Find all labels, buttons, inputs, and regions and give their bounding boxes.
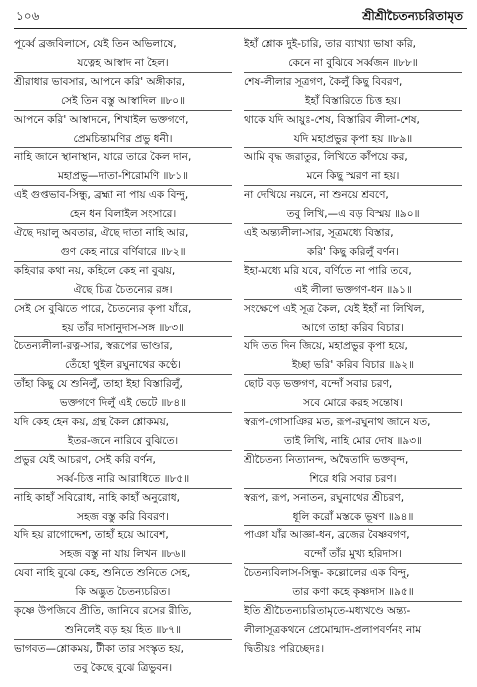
- verse-line: স্বরূপ, রূপ, সনাতন, রঘুনাথের শ্রীচরণ,: [244, 491, 405, 504]
- verse-line: তার কণা কহে কৃষ্ণদাস ॥৯৫॥: [292, 586, 414, 599]
- page-number: ১০৬: [16, 9, 40, 23]
- verse-line: তেঁহো থুইল রঘুনাথের কণ্ঠে।: [65, 359, 181, 372]
- verse-line: ভক্তগণে দিলুঁ এই ভেটে ॥৮৪॥: [59, 397, 187, 410]
- left-column: [14, 35, 232, 680]
- verse-line: করি' কিছু করিলুঁ বর্ণন।: [307, 245, 399, 258]
- verse-line: তাই লিখি, নাহি মোর দোষ ॥৯৩॥: [283, 434, 422, 447]
- verse-line: ঐছে দয়ালু অবতার, ঐছে দাতা নাহি আর,: [14, 227, 189, 239]
- verse-line: শুনিলেই বড় হয় হিত ॥৮৭॥: [64, 623, 182, 636]
- verse-line: তবু কৈছে বুঝে ত্রিভুবন।: [73, 661, 173, 674]
- verse-line: চৈতন্যলীলা-রত্ন-সার, স্বরূপের ভাণ্ডার,: [14, 340, 173, 353]
- verse-line: এই লীলা ভক্তগণ-ধন ॥৯১॥: [294, 283, 412, 296]
- verse-line: শিরে ধরি সবার চরণ।: [309, 472, 397, 485]
- verse-line: প্রভুর যেই আচরণ, সেই করি বর্ণন,: [14, 453, 156, 466]
- verse-line: সেই সে বুঝিতে পারে, চৈতন্যের কৃপা যাঁরে,: [14, 302, 192, 315]
- verse-line: ইহাঁ বিস্তারিতে চিত্ত হয়।: [305, 94, 401, 107]
- verse-line: চৈতন্যবিলাস-সিন্ধু- কল্লোলের এক বিন্দু,: [244, 567, 410, 580]
- verse-line: তবু লিখি,—এ বড় বিস্ময় ॥৯০॥: [286, 208, 420, 221]
- verse-line: লীলাসূত্রকথনে প্রেমোন্মাদ-প্রলাপবর্ণনং নাম: [244, 623, 422, 636]
- verse-line: ধূলি করোঁ মস্তকে ভূষণ ॥৯৪॥: [292, 510, 414, 523]
- verse-line: আগে তাহা করিব বিচার।: [302, 321, 404, 334]
- verse-line: সবে মোরে করহ সন্তোষ।: [303, 397, 403, 410]
- verse-line: পাঞা যাঁর আজ্ঞা-ধন, ব্রজের বৈষ্ণবগণ,: [244, 529, 410, 542]
- verse-line: শ্রীচৈতন্য নিত্যানন্দ, অদ্বৈতাদি ভক্তবৃন্দ,: [244, 453, 409, 466]
- verse-line: বন্দোঁ তাঁর মুখ্য হরিদাস।: [304, 548, 402, 561]
- verse-line: কি অদ্ভুত চৈতন্যচরিত।: [75, 586, 171, 599]
- verse-line: যেবা নাহি বুঝে কেহ, শুনিতে শুনিতে সেহ,: [14, 567, 191, 580]
- verse-line: ইচ্ছা ভরি' করিব বিচার ॥৯২॥: [291, 359, 415, 372]
- verse-line: মহাপ্রভু—দাতা-শিরোমণি ॥৮১॥: [57, 170, 189, 183]
- verse-line: নাহি জানে স্থানাস্থান, যারে তারে কৈল দান,: [14, 151, 192, 164]
- verse-line: তাঁহা কিছু যে শুনিলুঁ, তাহা ইহা বিস্তারিলুঁ,: [14, 378, 183, 391]
- verse-line: শেষ-লীলার সূত্রগণ, কৈলুঁ কিছু বিবরণ,: [244, 75, 403, 88]
- verse-line: প্রেমচিন্তামণির প্রভু ধনী।: [73, 132, 173, 145]
- running-title: শ্রীশ্রীচৈতন্যচরিতামৃত: [362, 9, 463, 23]
- verse-line: কহিবার কথা নয়, কহিলে কেহ না বুঝয়,: [14, 264, 176, 277]
- verse-line: সেই তিন বস্তু আস্বাদিল ॥৮০॥: [60, 94, 186, 107]
- verse-line: ইহা-মধ্যে মরি যবে, বর্ণিতে না পারি তবে,: [244, 264, 412, 277]
- verse-line: হয় তাঁর দাসানুদাস-সঙ্গ ॥৮৩॥: [62, 321, 184, 334]
- verse-line: কেনে না বুঝিবে সর্ব্বজন ॥৮৮॥: [288, 56, 418, 69]
- verse-line: স্বরূপ-গোসাঞির মত, রূপ-রঘুনাথ জানে যত,: [244, 416, 431, 428]
- verse-line: পূর্ব্বে ব্রজবিলাসে, যেই তিন অভিলাষে,: [14, 38, 177, 50]
- right-column: [244, 35, 462, 680]
- verse-line: সংক্ষেপে এই সূত্র কৈল, যেই ইহাঁ না লিখিল,: [244, 302, 425, 315]
- verse-line: থাকে যদি আয়ুঃ-শেষ, বিস্তারিব লীলা-শেষ,: [244, 113, 420, 126]
- verse-line: হেন ধন বিলাইল সংসারে।: [69, 208, 177, 221]
- verse-line: ইহাঁ শ্লোক দুই-চারি, তার ব্যাখ্যা ভাষা করি,: [244, 38, 416, 50]
- verse-line: সহজ বস্তু করি বিবরণ।: [77, 510, 169, 523]
- verse-line: ভাগবত—শ্লোকময়, টীকা তার সংস্কৃত হয়,: [14, 642, 184, 655]
- verse-line: যত্নেহ আস্বাদ না হৈল।: [77, 56, 169, 69]
- verse-line: কৃষ্ণে উপজিবে প্রীতি, জানিবে রসের রীতি,: [14, 605, 192, 617]
- verse-line: আপনে করি' আস্বাদনে, শিখাইল ভক্তগণে,: [14, 113, 189, 126]
- verse-line: ইতি শ্রীচৈতন্যচরিতামৃতে-মধ্যখণ্ডে অন্ত্য-: [244, 605, 411, 617]
- verse-line: ঐছে চিত্র চৈতন্যের রঙ্গ।: [73, 283, 173, 296]
- verse-line: যদি মহাপ্রভুর কৃপা হয় ॥৮৯॥: [293, 132, 413, 145]
- verse-line: সর্ব্ব-চিত্ত নারি আরাধিতে ॥৮৫॥: [56, 472, 190, 485]
- verse-line: যদি হয় রাগোদ্দেশ, তাহাঁ হয়ে আবেশ,: [14, 529, 169, 542]
- verse-line: শ্রীরাধার ভাবসার, আপনে করি' অঙ্গীকার,: [14, 75, 186, 88]
- verse-line: না দেখিয়ে নয়নে, না শুনয়ে শ্রবণে,: [244, 189, 389, 202]
- verse-line: ইতর-জনে নারিবে বুঝিতে।: [67, 434, 179, 447]
- verse-line: গুণ কেহ নারে বর্ণিবারে ॥৮২॥: [60, 245, 186, 258]
- verse-line: নাহি কাহাঁ সবিরোধ, নাহি কাহাঁ অনুরোধ,: [14, 491, 180, 504]
- text-columns: [14, 35, 467, 680]
- verse-line: যদি তত দিন জিয়ে, মহাপ্রভুর কৃপা হয়ে,: [244, 340, 408, 353]
- verse-line: সহজ বস্তু না যায় লিখন ॥৮৬॥: [59, 548, 187, 561]
- verse-line: দ্বিতীয়ঃ পরিচ্ছেদঃ।: [244, 642, 325, 655]
- verse-line: মনে কিছু স্মরণ না হয়।: [306, 170, 400, 183]
- verse-line: ছোট বড় ভক্তগণ, বন্দোঁ সবার চরণ,: [244, 378, 393, 391]
- page-header: [14, 6, 467, 29]
- verse-line: যদি কেহ হেন কয়, গ্রন্থ কৈল শ্লোকময়,: [14, 416, 169, 428]
- verse-line: আমি বৃদ্ধ জরাতুর, লিখিতে কাঁপয়ে কর,: [244, 151, 408, 164]
- verse-line: এই গুপ্তভাব-সিন্ধু, ব্রহ্মা না পায় এক বিন্দু,: [14, 189, 189, 202]
- verse-line: এই অন্ত্যলীলা-সার, সূত্রমধ্যে বিস্তার,: [244, 227, 394, 239]
